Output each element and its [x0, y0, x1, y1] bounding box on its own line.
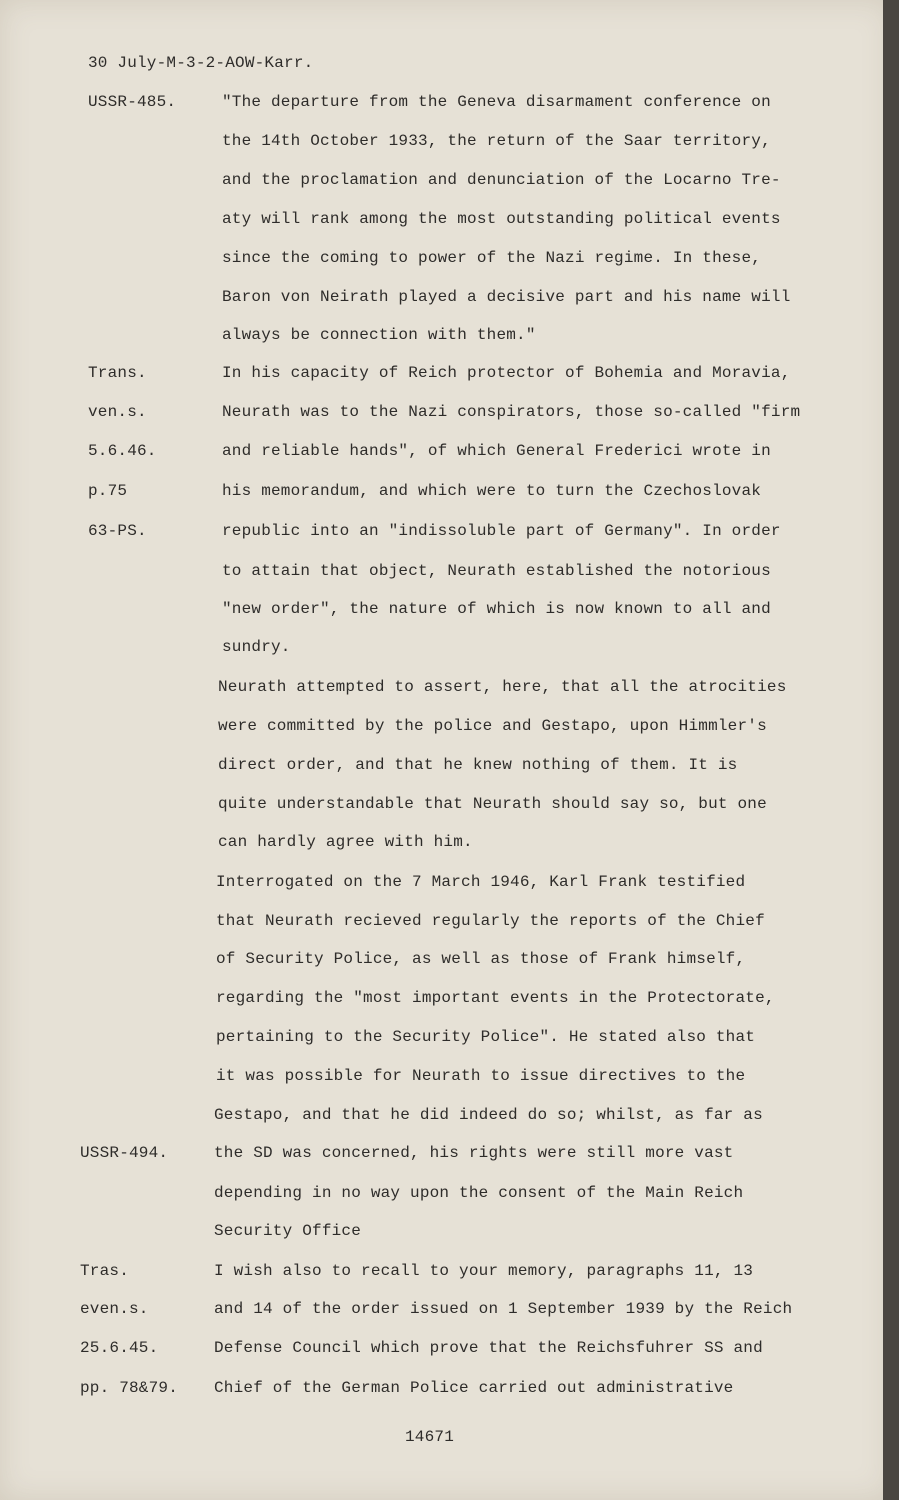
body-line: were committed by the police and Gestapo, upon Himmler's — [218, 717, 767, 735]
page-edge-shadow — [883, 0, 891, 1500]
body-line: and the proclamation and denunciation of the Locarno Tre- — [222, 171, 781, 189]
body-line: republic into an "indissoluble part of Germany". In order — [222, 522, 781, 540]
body-line: and 14 of the order issued on 1 September 1939 by the Reich — [214, 1300, 793, 1318]
body-line: and reliable hands", of which General Frederici wrote in — [222, 442, 771, 460]
body-line: since the coming to power of the Nazi regime. In these, — [222, 249, 762, 267]
body-line: sundry. — [222, 638, 291, 656]
body-line: it was possible for Neurath to issue directives to the — [216, 1067, 746, 1085]
page-number: 14671 — [405, 1428, 455, 1446]
margin-note-date-5-6-46: 5.6.46. — [88, 442, 157, 460]
body-line: I wish also to recall to your memory, paragraphs 11, 13 — [214, 1262, 754, 1280]
margin-note-tras: Tras. — [80, 1262, 130, 1280]
body-line: Interrogated on the 7 March 1946, Karl Frank testified — [216, 873, 746, 891]
body-line: "new order", the nature of which is now known to all and — [222, 600, 771, 618]
body-line: that Neurath recieved regularly the reports of the Chief — [216, 912, 765, 930]
body-line: pertaining to the Security Police". He stated also that — [216, 1028, 756, 1046]
body-line: the 14th October 1933, the return of the Saar territory, — [222, 132, 771, 150]
body-line: "The departure from the Geneva disarmament conference on — [222, 93, 771, 111]
margin-note-ussr-485: USSR-485. — [88, 93, 177, 111]
body-line: Baron von Neirath played a decisive part and his name will — [222, 288, 791, 306]
body-line: Neurath was to the Nazi conspirators, those so-called "firm — [222, 403, 801, 421]
body-line: In his capacity of Reich protector of Bohemia and Moravia, — [222, 364, 791, 382]
body-line: Gestapo, and that he did indeed do so; whilst, as far as — [214, 1106, 763, 1124]
body-line: the SD was concerned, his rights were still more vast — [214, 1144, 734, 1162]
margin-note-ussr-494: USSR-494. — [80, 1144, 169, 1162]
body-line: Neurath attempted to assert, here, that all the atrocities — [218, 678, 787, 696]
body-line: depending in no way upon the consent of the Main Reich — [214, 1184, 744, 1202]
body-line: to attain that object, Neurath established the notorious — [222, 562, 771, 580]
document-reference-header: 30 July-M-3-2-AOW-Karr. — [88, 54, 314, 72]
body-line: always be connection with them." — [222, 326, 536, 344]
margin-note-trans: Trans. — [88, 364, 147, 382]
margin-note-even-s: even.s. — [80, 1300, 149, 1318]
body-line: Chief of the German Police carried out administrative — [214, 1379, 734, 1397]
margin-note-pages-78-79: pp. 78&79. — [80, 1379, 179, 1397]
margin-note-date-25-6-45: 25.6.45. — [80, 1339, 159, 1357]
body-line: direct order, and that he knew nothing of them. It is — [218, 756, 738, 774]
body-line: quite understandable that Neurath should say so, but one — [218, 795, 767, 813]
body-line: of Security Police, as well as those of Frank himself, — [216, 950, 746, 968]
margin-note-63-ps: 63-PS. — [88, 522, 147, 540]
body-line: Defense Council which prove that the Reichsfuhrer SS and — [214, 1339, 763, 1357]
body-line: his memorandum, and which were to turn the Czechoslovak — [222, 482, 762, 500]
margin-note-ven-s: ven.s. — [88, 403, 147, 421]
body-line: can hardly agree with him. — [218, 833, 473, 851]
body-line: Security Office — [214, 1222, 362, 1240]
body-line: regarding the "most important events in the Protectorate, — [216, 989, 775, 1007]
body-line: aty will rank among the most outstanding political events — [222, 210, 781, 228]
margin-note-page-75: p.75 — [88, 482, 128, 500]
